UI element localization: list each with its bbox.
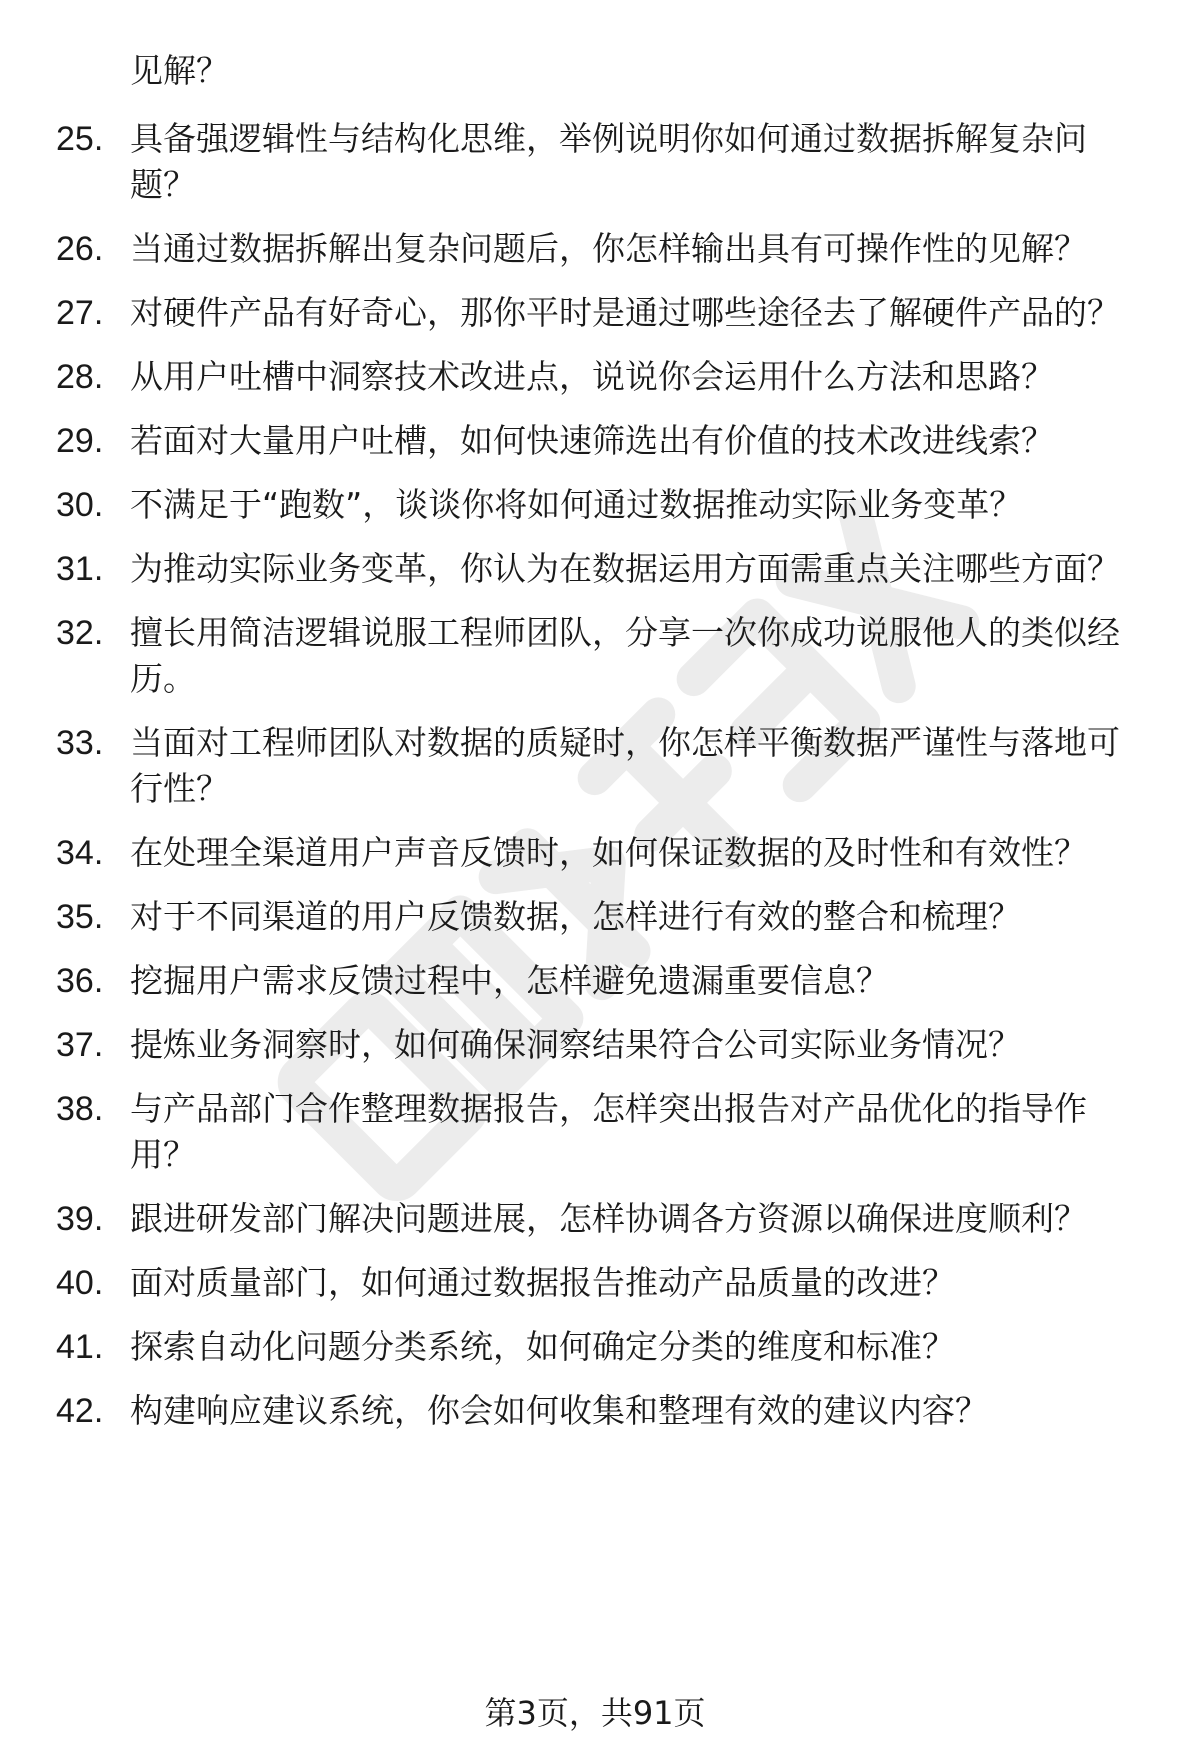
question-text: 对硬件产品有好奇心，那你平时是通过哪些途径去了解硬件产品的？: [130, 293, 1120, 332]
question-text: 跟进研发部门解决问题进展，怎样协调各方资源以确保进度顺利？: [130, 1199, 1087, 1238]
question-item: [56, 830, 1156, 876]
page-number-footer: 第3页，共91页: [484, 1694, 706, 1732]
question-number: 36.: [56, 962, 104, 1000]
question-text: 不满足于“跑数”，谈谈你将如何通过数据推动实际业务变革？: [130, 485, 1023, 524]
question-number: 30.: [56, 486, 104, 524]
question-item: [56, 610, 1156, 702]
question-text: 为推动实际业务变革，你认为在数据运用方面需重点关注哪些方面？: [130, 549, 1120, 588]
question-item: [56, 1086, 1156, 1178]
question-item: [56, 226, 1156, 272]
question-text: 挖掘用户需求反馈过程中，怎样避免遗漏重要信息？: [130, 961, 889, 1000]
question-item: [56, 290, 1156, 336]
question-item: [56, 1196, 1156, 1242]
question-item: [56, 720, 1156, 812]
question-number: 28.: [56, 358, 104, 396]
question-text: 具备强逻辑性与结构化思维，举例说明你如何通过数据拆解复杂问题？: [130, 119, 1087, 204]
question-item: [56, 418, 1156, 464]
question-item: [56, 958, 1156, 1004]
question-number: 41.: [56, 1328, 104, 1366]
question-text: 当通过数据拆解出复杂问题后，你怎样输出具有可操作性的见解？: [130, 229, 1087, 268]
question-number: 40.: [56, 1264, 104, 1302]
question-number: 35.: [56, 898, 104, 936]
question-item: [56, 894, 1156, 940]
question-item: [56, 1260, 1156, 1306]
question-item: [56, 1022, 1156, 1068]
question-number: 32.: [56, 614, 104, 652]
question-text: 提炼业务洞察时，如何确保洞察结果符合公司实际业务情况？: [130, 1025, 1021, 1064]
question-item: [56, 482, 1156, 528]
question-text: 当面对工程师团队对数据的质疑时，你怎样平衡数据严谨性与落地可行性？: [130, 723, 1120, 808]
question-item: [56, 546, 1156, 592]
question-number: 39.: [56, 1200, 104, 1238]
question-number: 37.: [56, 1026, 104, 1064]
question-item: [56, 1324, 1156, 1370]
question-text: 擅长用简洁逻辑说服工程师团队，分享一次你成功说服他人的类似经历。: [130, 613, 1120, 698]
question-text: 构建响应建议系统，你会如何收集和整理有效的建议内容？: [130, 1391, 988, 1430]
question-number: 31.: [56, 550, 104, 588]
question-number: 26.: [56, 230, 104, 268]
question-text: 若面对大量用户吐槽，如何快速筛选出有价值的技术改进线索？: [130, 421, 1054, 460]
question-number: 25.: [56, 120, 104, 158]
question-number: 33.: [56, 724, 104, 762]
question-text: 与产品部门合作整理数据报告，怎样突出报告对产品优化的指导作用？: [130, 1089, 1087, 1174]
question-text: 在处理全渠道用户声音反馈时，如何保证数据的及时性和有效性？: [130, 833, 1087, 872]
question-text: 探索自动化问题分类系统，如何确定分类的维度和标准？: [130, 1327, 955, 1366]
question-number: 34.: [56, 834, 104, 872]
continued-question-text: 见解？: [130, 51, 229, 90]
question-number: 29.: [56, 422, 104, 460]
question-item: [56, 354, 1156, 400]
question-number: 38.: [56, 1090, 104, 1128]
question-item: [56, 116, 1156, 208]
question-text: 对于不同渠道的用户反馈数据，怎样进行有效的整合和梳理？: [130, 897, 1021, 936]
question-text: 面对质量部门，如何通过数据报告推动产品质量的改进？: [130, 1263, 955, 1302]
question-text: 从用户吐槽中洞察技术改进点，说说你会运用什么方法和思路？: [130, 357, 1054, 396]
question-item: [56, 1388, 1156, 1434]
question-number: 27.: [56, 294, 104, 332]
question-list: [56, 116, 1156, 1452]
question-number: 42.: [56, 1392, 104, 1430]
